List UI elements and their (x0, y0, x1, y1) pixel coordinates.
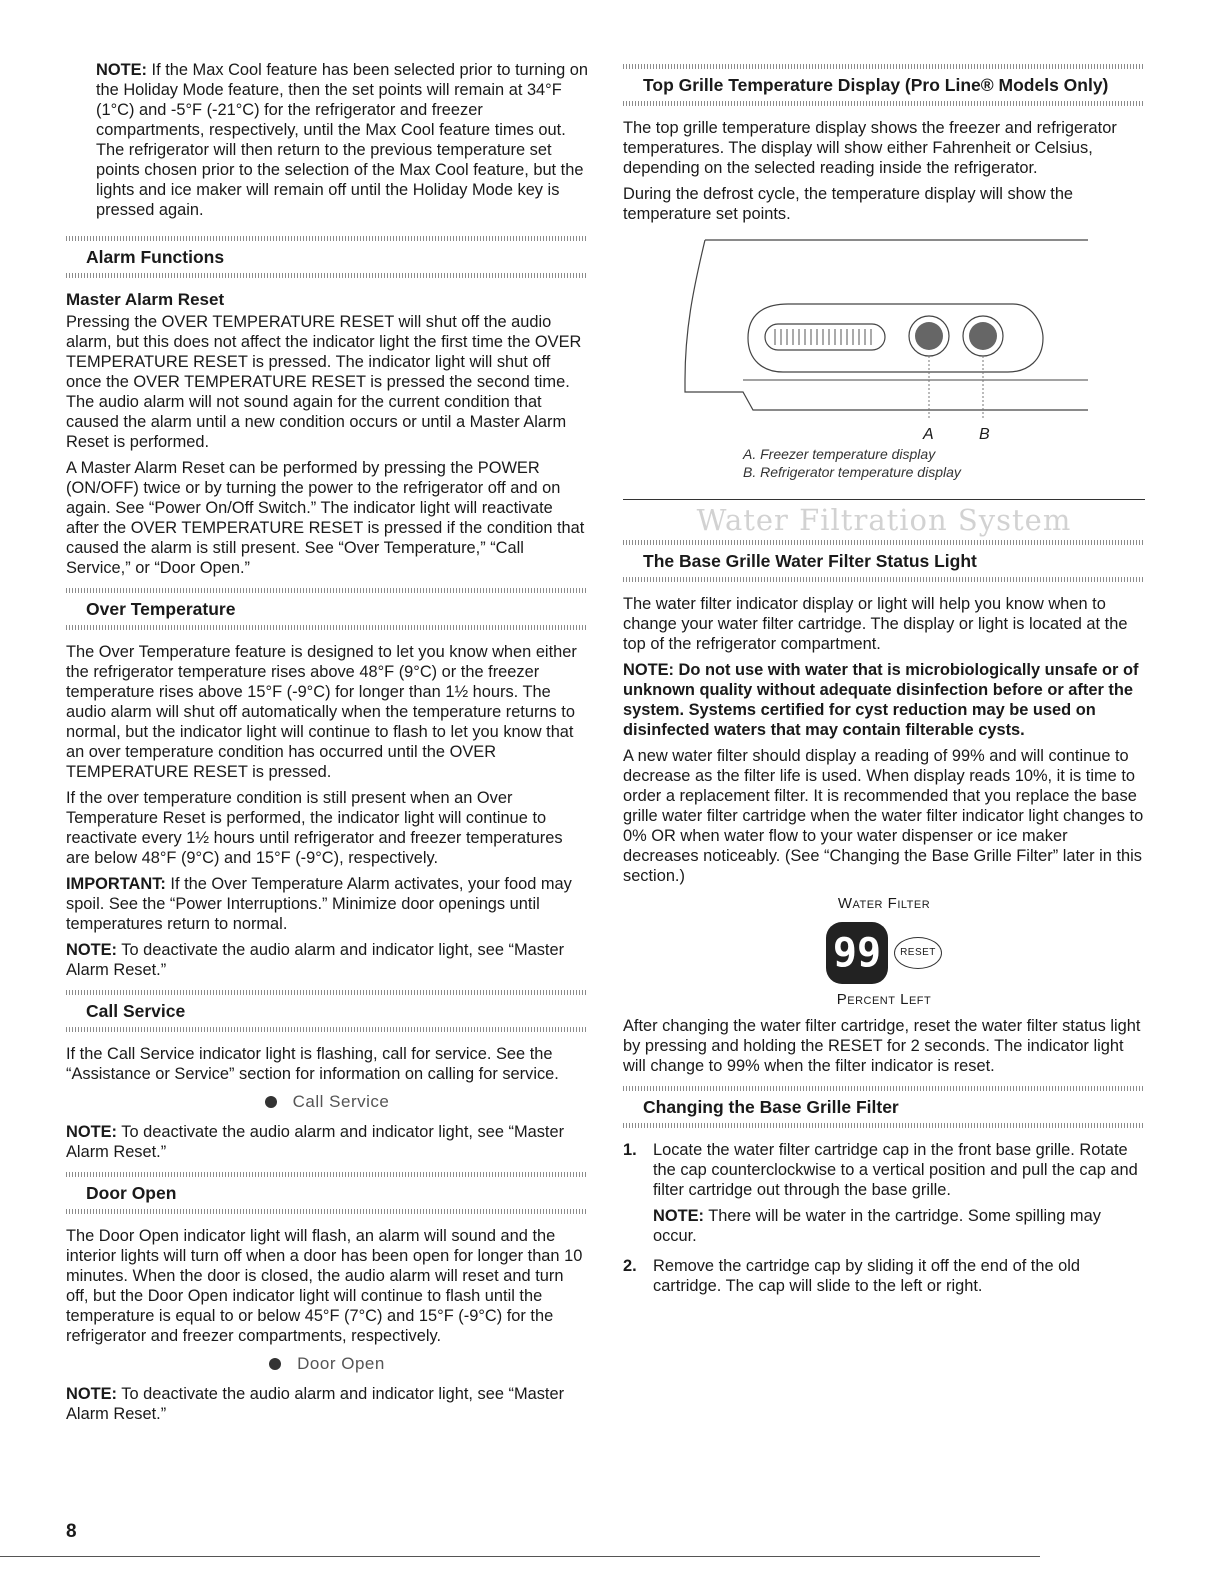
figure-caption-a: A. Freezer temperature display (743, 446, 936, 462)
holiday-note (96, 60, 588, 220)
paragraph: The Door Open indicator light will flash, an alarm will sound and the interior lights will turn off when a door has been open for longer than 10 minutes. When the door is closed, the audio alarm will reset and turn off, but the Door Open indicator light will continue to flash until the temperature is equal to or below 45°F (7°C) and 15°F (-9°C) for the refrigerator and freezer compartments, respectively. (66, 1227, 583, 1345)
paragraph: A Master Alarm Reset can be performed by pressing the POWER (ON/OFF) twice or by turning the power to the refrigerator off and on again. See “Power On/Off Switch.” The indicator light will reactivate after the OVER TEMPERATURE RESET is pressed if the condition that caused the alarm is still present. See “Over Temperature,” “Call Service,” or “Door Open.” (66, 459, 585, 577)
paragraph: Pressing the OVER TEMPERATURE RESET will shut off the audio alarm, but this does not affect the indicator light the first time the OVER TEMPERATURE RESET is pressed. The indicator light will shut off once the OVER TEMPERATURE RESET is pressed the second time. The audio alarm will not sound again for the current condition that caused the alarm until a new condition occurs or until a Master Alarm Reset is performed. (66, 313, 582, 451)
figure-label-a: A (923, 426, 934, 443)
step-text: Remove the cartridge cap by sliding it off the end of the old cartridge. The cap will slide to the left or right. (653, 1257, 1081, 1295)
hatch-divider (66, 625, 588, 630)
percent-left-label: Percent Left (836, 991, 932, 1008)
left-column (66, 60, 588, 1430)
note-text: There will be water in the cartridge. Some spilling may occur. (653, 1207, 1101, 1245)
water-filter-label: Water Filter (837, 895, 931, 912)
section-heading: Alarm Functions (86, 247, 225, 267)
list-item (623, 1256, 1145, 1296)
section-heading: Door Open (86, 1183, 177, 1203)
paragraph: If the Call Service indicator light is flashing, call for service. See the “Assistance or Service” section for information on calling for service. (66, 1045, 559, 1083)
important-text: If the Over Temperature Alarm activates, your food may spoil. See the “Power Interruptions.” Minimize door openings until temperatures return to normal. (66, 875, 572, 933)
changing-filter-section (623, 1086, 1145, 1128)
indicator-label: Call Service (292, 1092, 390, 1111)
bottom-rule (0, 1556, 1040, 1557)
section-heading: Call Service (86, 1001, 186, 1021)
hatch-divider (66, 1027, 588, 1032)
step-number: 2. (623, 1257, 637, 1275)
paragraph: The top grille temperature display shows the freezer and refrigerator temperatures. The display will show either Fahrenheit or Celsius, depending on the selected reading inside the refrigerator. (623, 119, 1117, 177)
figure-label-b: B (979, 426, 990, 443)
filter-percent-display: 99 (826, 922, 888, 984)
step-note (653, 1206, 1145, 1246)
hatch-divider (623, 577, 1145, 582)
note-label: NOTE: (653, 1207, 704, 1225)
note-label: NOTE: (66, 941, 117, 959)
note-label: NOTE: (66, 1123, 117, 1141)
alarm-functions-section (66, 236, 588, 278)
paragraph: A new water filter should display a reading of 99% and will continue to decrease as the filter life is used. When display reads 10%, it is time to order a replacement filter. It is recommended that you replace the base grille water filter cartridge when the water filter indicator light changes to 0% OR when water flow to your water dispenser or ice maker decreases noticeably. (See “Changing the Base Grille Filter” later in this section.) (623, 747, 1144, 885)
paragraph: The water filter indicator display or light will help you know when to change your water filter cartridge. The display or light is located at the top of the refrigerator compartment. (623, 595, 1128, 653)
note-text: To deactivate the audio alarm and indicator light, see “Master Alarm Reset.” (66, 941, 565, 979)
step-text: Locate the water filter cartridge cap in the front base grille. Rotate the cap counterclockwise to a vertical position and pull the cap and filter cartridge out through the base grille. (653, 1141, 1138, 1199)
step-number: 1. (623, 1141, 637, 1159)
note-paragraph (66, 1122, 588, 1162)
note-text: To deactivate the audio alarm and indicator light, see “Master Alarm Reset.” (66, 1385, 565, 1423)
note-paragraph (66, 940, 588, 980)
note-text: To deactivate the audio alarm and indicator light, see “Master Alarm Reset.” (66, 1123, 565, 1161)
safety-note: NOTE: Do not use with water that is microbiologically unsafe or of unknown quality without adequate disinfection before or after the system. Systems certified for cyst reduction may be used on disinfected waters that may contain filterable cysts. (623, 661, 1139, 739)
important-paragraph (66, 874, 588, 934)
paragraph: After changing the water filter cartridge, reset the water filter status light by pressing and holding the RESET for 2 seconds. The indicator light will change to 99% when the filter indicator is reset. (623, 1017, 1141, 1075)
hatch-divider (66, 273, 588, 278)
indicator-label: Door Open (297, 1354, 385, 1373)
note-label: NOTE: (66, 1385, 117, 1403)
reset-button[interactable]: RESET (894, 937, 942, 969)
steps-list (623, 1140, 1145, 1296)
paragraph: During the defrost cycle, the temperature display will show the temperature set points. (623, 185, 1074, 223)
indicator-light-icon (269, 1358, 281, 1370)
section-heading: Top Grille Temperature Display (Pro Line® Models Only) (643, 75, 1109, 95)
call-service-indicator (66, 1092, 588, 1112)
paragraph: The Over Temperature feature is designed to let you know when either the refrigerator temperature rises above 48°F (9°C) or the freezer temperature rises above 15°F (-9°C) for longer than 1½ hours. The audio alarm will shut off automatically when the temperature returns to normal, but the indicator light will continue to flash to let you know that an over temperature condition has occurred until the OVER TEMPERATURE RESET is pressed. (66, 643, 577, 781)
note-label: NOTE: (96, 61, 147, 79)
section-heading: Changing the Base Grille Filter (643, 1097, 899, 1117)
water-filter-display (623, 894, 1145, 1010)
hatch-divider (66, 1209, 588, 1214)
call-service-section (66, 990, 588, 1032)
hatch-divider (623, 1123, 1145, 1128)
section-heading: The Base Grille Water Filter Status Light (643, 551, 977, 571)
filter-display-row (826, 922, 942, 984)
right-column (623, 60, 1145, 1306)
door-open-indicator (66, 1354, 588, 1374)
door-open-section (66, 1172, 588, 1214)
grille-display-figure (623, 230, 1145, 445)
indicator-light-icon (265, 1096, 277, 1108)
note-paragraph (66, 1384, 588, 1424)
subheading: Master Alarm Reset (66, 290, 225, 309)
grille-display-illustration (623, 230, 1145, 445)
section-rule (623, 499, 1145, 500)
paragraph: If the over temperature condition is still present when an Over Temperature Reset is performed, the indicator light will continue to reactivate every 1½ hours until refrigerator and freezer temperatures are below 48°F (9°C) and 15°F (-9°C), respectively. (66, 789, 563, 867)
list-item (623, 1140, 1145, 1246)
important-label: IMPORTANT: (66, 875, 166, 893)
top-grille-section (623, 64, 1145, 106)
base-grille-status-section (623, 540, 1145, 582)
figure-caption-b: B. Refrigerator temperature display (743, 464, 961, 480)
page-number: 8 (66, 1521, 77, 1542)
over-temperature-section (66, 588, 588, 630)
water-filtration-title: Water Filtration System (696, 503, 1072, 537)
hatch-divider (623, 101, 1145, 106)
note-text: If the Max Cool feature has been selected prior to turning on the Holiday Mode feature, then the set points will remain at 34°F (1°C) and -5°F (-21°C) for the refrigerator and freezer compartments, respectively, until the Max Cool feature times out. The refrigerator will then return to the previous temperature set points chosen prior to the selection of the Max Cool feature, but the lights and ice maker will remain off until the Holiday Mode key is pressed again. (96, 61, 588, 219)
section-heading: Over Temperature (86, 599, 236, 619)
